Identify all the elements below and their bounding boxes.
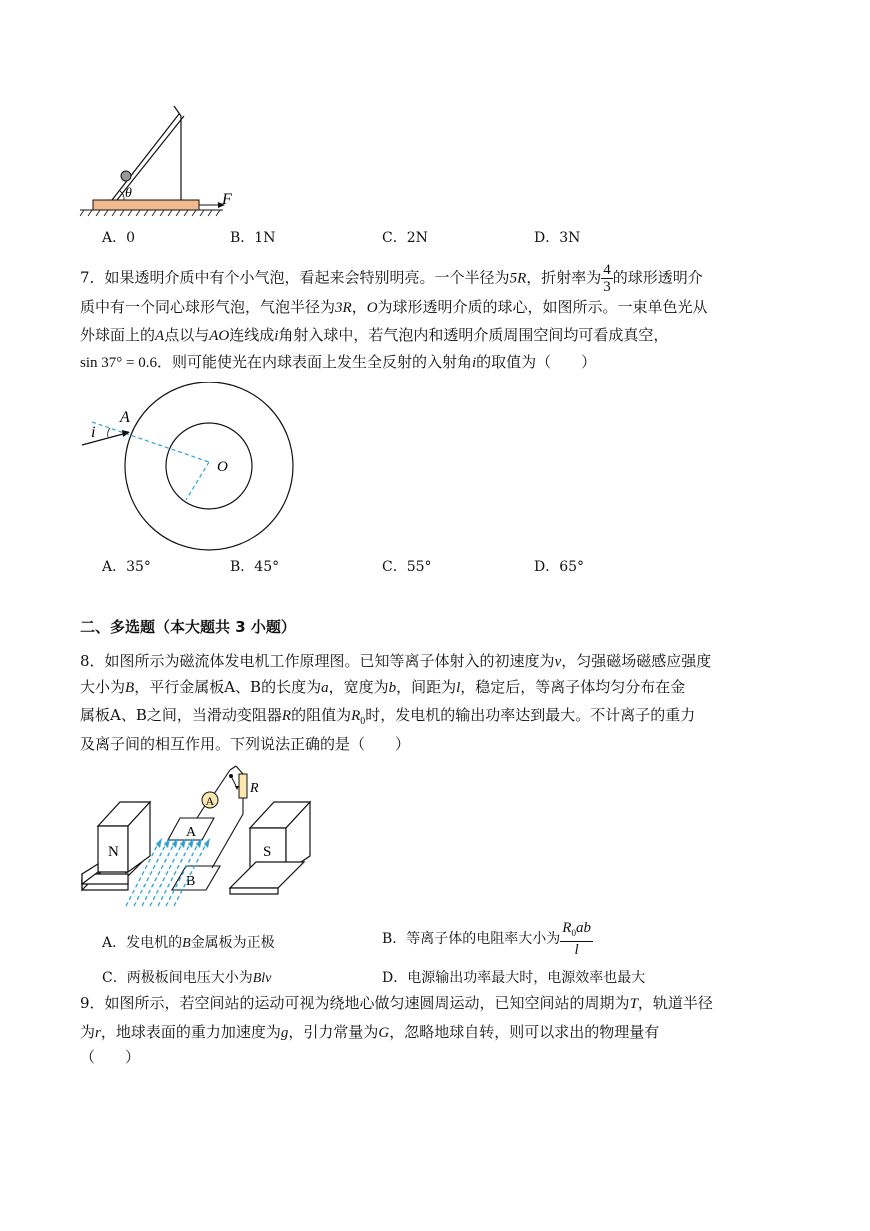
q8-option-d[interactable]: D．电源输出功率最大时，电源效率也最大: [382, 970, 646, 986]
q7-option-d[interactable]: D．65°: [534, 559, 585, 575]
refractive-index-fraction: $\frac{4}{3}$: [603, 262, 611, 295]
ammeter-label: A: [205, 794, 215, 808]
outer-sphere: [125, 382, 293, 550]
q7-option-c[interactable]: C．55°: [382, 559, 432, 575]
q8-figure: [78, 760, 318, 915]
rheostat-label: R: [250, 781, 259, 796]
inner-bubble: [166, 423, 252, 509]
q6-figure: [78, 100, 238, 218]
wedge-base-block: [93, 200, 199, 210]
q9-line-3: （ ）: [80, 1048, 141, 1066]
q9-line-2: 为r，地球表面的重力加速度为g，引力常量为G，忽略地球自转，则可以求出的物理量有: [80, 1023, 660, 1041]
plate-b: [172, 866, 220, 890]
q8-line-4: 及离子间的相互作用。下列说法正确的是（ ）: [80, 735, 411, 753]
q7-figure: [78, 382, 303, 552]
angle-i-label: i: [91, 424, 96, 441]
q7-line-3: 外球面上的A点以与AO连线成i角射入球中，若气泡内和透明介质周围空间均可看成真空，: [80, 326, 669, 344]
resistivity-fraction: $\frac{R_0ab}{l}$: [562, 920, 591, 958]
center-o-label: O: [217, 459, 228, 475]
q9-line-1: 9．如图所示，若空间站的运动可视为绕地心做匀速圆周运动，已知空间站的周期为T，轨道半径: [80, 994, 713, 1012]
q8-line-1: 8．如图所示为磁流体发电机工作原理图。已知等离子体射入的初速度为v，匀强磁场磁感应强度: [80, 652, 712, 670]
q7-option-b[interactable]: B．45°: [230, 559, 280, 575]
q8-option-b[interactable]: B．等离子体的电阻率大小为 $\frac{R_0ab}{l}$: [382, 920, 591, 958]
q7-line-4: sin 37° = 0.6．则可能使光在内球表面上发生全反射的入射角i的取值为（ ）: [80, 353, 597, 371]
force-label: F: [222, 191, 232, 208]
q6-option-a[interactable]: A．0: [102, 230, 136, 246]
theta-label: θ: [125, 186, 132, 201]
q7-line-1: 7．如果透明介质中有个小气泡，看起来会特别明亮。一个半径为5R，折射率为 $\frac{4}{3}$ 的球形透明介: [80, 262, 703, 295]
magnet-n-label: N: [108, 844, 119, 860]
q6-option-b[interactable]: B．1N: [230, 230, 276, 246]
q8-line-3: 属板A、B之间，当滑动变阻器R的阻值为$R_0$时，发电机的输出功率达到最大。不计离子的重力: [80, 706, 696, 727]
q7-option-a[interactable]: A．35°: [102, 559, 151, 575]
ball: [121, 171, 131, 181]
q6-option-d[interactable]: D．3N: [534, 230, 581, 246]
q7-line-2: 质中有一个同心球形气泡，气泡半径为3R，O为球形透明介质的球心，如图所示。一束单色光从: [80, 298, 708, 316]
magnet-s-label: S: [263, 844, 272, 860]
q8-option-a[interactable]: A．发电机的B金属板为正极: [102, 935, 275, 951]
plate-a-label: A: [186, 825, 197, 840]
section-title: 二、多选题（本大题共 3 小题）: [80, 618, 296, 636]
rheostat: [239, 774, 247, 798]
point-a-label: A: [120, 409, 130, 426]
plate-b-label: B: [186, 874, 196, 889]
q6-option-c[interactable]: C．2N: [382, 230, 428, 246]
q8-line-2: 大小为B，平行金属板A、B的长度为a，宽度为b，间距为l，稳定后，等离子体均匀分布在金: [80, 678, 686, 696]
q8-option-c[interactable]: C．两极板间电压大小为Blv: [102, 970, 272, 986]
